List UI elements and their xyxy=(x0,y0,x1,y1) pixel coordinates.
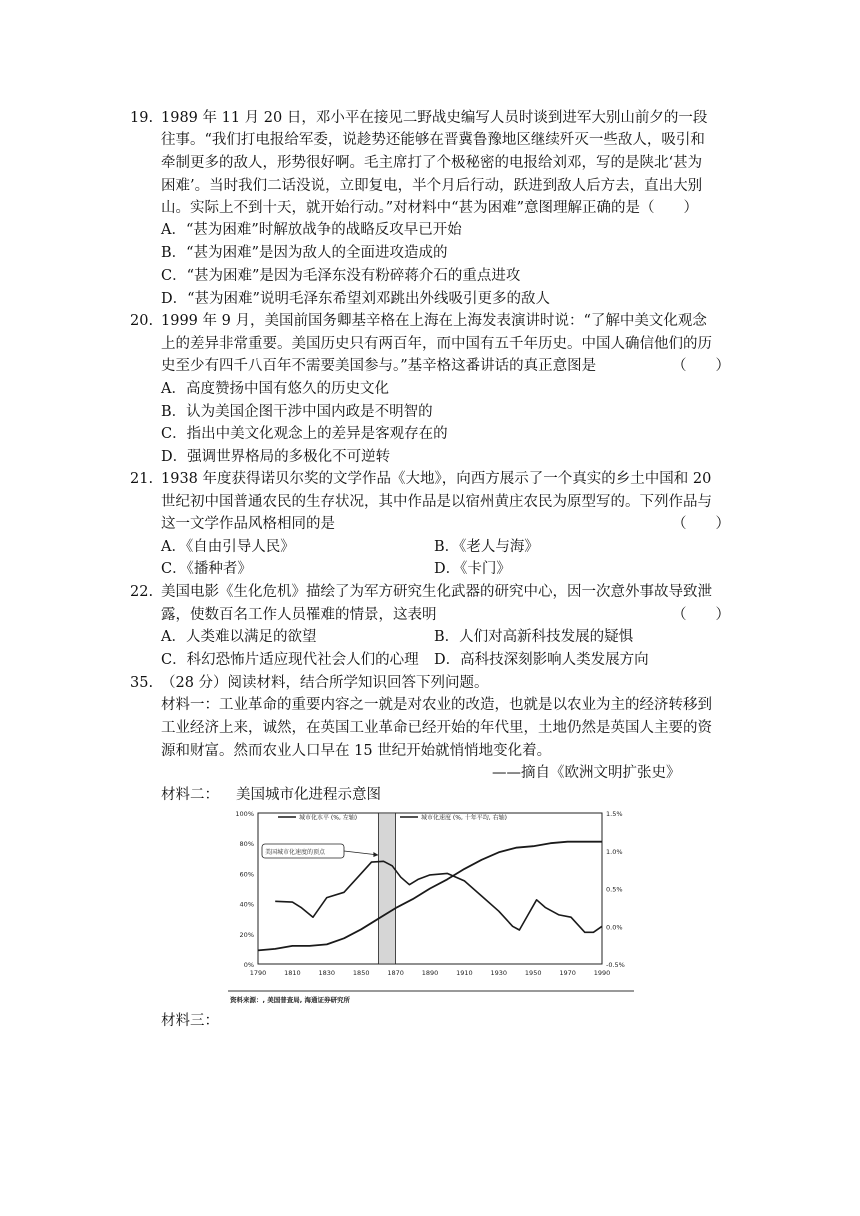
urbanization-speed-line xyxy=(275,861,602,932)
urbanization-chart xyxy=(228,808,634,1006)
x-tick-label: 1890 xyxy=(421,969,439,977)
x-tick-label: 1970 xyxy=(559,969,576,977)
q35-material1-line-1: 材料一：工业革命的重要内容之一就是对农业的改造，也就是以农业为主的经济转移到 xyxy=(161,697,712,713)
right-tick-label: 0.0% xyxy=(606,923,623,932)
q35-material3-label: 材料三： xyxy=(161,1013,219,1029)
q21-line-1: 1938 年度获得诺贝尔奖的文学作品《大地》，向西方展示了一个真实的乡土中国和 20 xyxy=(161,471,712,487)
q21-option-d: D．《卡门》 xyxy=(434,561,511,577)
chart-source-note: 资料来源：, 美国普查局, 海通证券研究所 xyxy=(230,996,350,1004)
right-tick-label: -0.5% xyxy=(606,961,625,969)
q20-line-1: 1999 年 9 月，美国前国务卿基辛格在上海在上海发表演讲时说：“了解中美文化观念 xyxy=(161,313,707,329)
q35-material1-source: ——摘自《欧洲文明扩张史》 xyxy=(492,765,681,781)
q19-option-c: C．“甚为困难”是因为毛泽东没有粉碎蒋介石的重点进攻 xyxy=(161,268,521,284)
q22-line-1: 美国电影《生化危机》描绘了为军方研究生化武器的研究中心，因一次意外事故导致泄 xyxy=(161,584,712,600)
q21-option-a: A．《自由引导人民》 xyxy=(161,539,295,555)
q22-option-c: C．科幻恐怖片适应现代社会人们的心理 xyxy=(161,652,419,668)
q21-option-b: B．《老人与海》 xyxy=(434,539,539,555)
q35-material1-line-3: 源和财富。然而农业人口早在 15 世纪开始就悄悄地变化着。 xyxy=(161,743,552,759)
x-tick-label: 1990 xyxy=(593,969,611,977)
left-tick-label: 20% xyxy=(239,930,254,939)
q19-line-1: 1989 年 11 月 20 日，邓小平在接见二野战史编写人员时谈到进军大别山前夕的一段 xyxy=(161,110,708,126)
q20-line-3: 史至少有四千八百年不需要美国参与。”基辛格这番讲话的真正意图是 xyxy=(161,358,597,374)
annotation-label: 美国城市化速度的顶点 xyxy=(265,849,326,856)
q35-number: 35. xyxy=(130,675,154,691)
x-tick-label: 1870 xyxy=(387,969,404,977)
q22-line-2: 露，使数百名工作人员罹难的情景，这表明 xyxy=(161,607,437,623)
q19-line-4: 困难’。当时我们二话没说，立即复电，半个月后行动，跃进到敌人后方去，直出大别 xyxy=(161,178,703,194)
q22-option-b: B．人们对高新科技发展的疑惧 xyxy=(434,629,634,645)
q35-material1-line-2: 工业经济上来，诚然，在英国工业革命已经开始的年代里，土地仍然是英国人主要的资 xyxy=(161,720,712,736)
left-tick-label: 80% xyxy=(239,840,254,849)
right-tick-label: 1.0% xyxy=(606,847,623,856)
q35-material2-title: 美国城市化进程示意图 xyxy=(236,787,381,803)
x-tick-label: 1950 xyxy=(524,969,542,977)
legend-label-speed: 城市化速度 (%, 十年平均, 右轴) xyxy=(421,814,507,822)
q21-option-c: C．《播种者》 xyxy=(161,561,252,577)
x-tick-label: 1930 xyxy=(490,969,508,977)
q20-line-2: 上的差异非常重要。美国历史只有两百年，而中国有五千年历史。中国人确信他们的历 xyxy=(161,336,712,352)
q19-line-5: 山。实际上不到十天，就开始行动。”对材料中“甚为困难”意图理解正确的是（ ） xyxy=(161,200,698,216)
x-tick-label: 1810 xyxy=(284,969,301,977)
q19-line-2: 往事。“我们打电报给军委，说趁势还能够在晋冀鲁豫地区继续歼灭一些敌人，吸引和 xyxy=(161,132,705,148)
q19-option-d: D．“甚为困难”说明毛泽东希望刘邓跳出外线吸引更多的敌人 xyxy=(161,291,550,307)
left-tick-label: 40% xyxy=(239,900,254,909)
q21-answer-paren: （ ） xyxy=(672,516,730,532)
left-tick-label: 60% xyxy=(239,870,254,879)
q35-intro: （28 分）阅读材料，结合所学知识回答下列问题。 xyxy=(161,675,489,691)
q20-option-b: B．认为美国企图干涉中国内政是不明智的 xyxy=(161,404,433,420)
legend-label-level: 城市化水平 (%, 左轴) xyxy=(299,814,358,822)
q21-line-2: 世纪初中国普通农民的生存状况，其中作品是以宿州黄庄农民为原型写的。下列作品与 xyxy=(161,494,712,510)
q20-option-a: A．高度赞扬中国有悠久的历史文化 xyxy=(161,381,389,397)
q21-line-3: 这一文学作品风格相同的是 xyxy=(161,516,335,532)
x-tick-label: 1830 xyxy=(318,969,336,977)
q21-number: 21. xyxy=(130,471,154,487)
q22-option-a: A．人类难以满足的欲望 xyxy=(161,629,317,645)
q20-option-d: D．强调世界格局的多极化不可逆转 xyxy=(161,449,391,465)
left-tick-label: 100% xyxy=(235,810,254,818)
right-tick-label: 0.5% xyxy=(606,885,623,894)
annotation-arrowhead xyxy=(373,852,378,857)
right-tick-label: 1.5% xyxy=(606,810,623,818)
annotation-arrow xyxy=(344,851,378,855)
x-tick-label: 1850 xyxy=(352,969,370,977)
urbanization-chart-svg xyxy=(228,808,634,1006)
q19-option-b: B．“甚为困难”是因为敌人的全面进攻造成的 xyxy=(161,245,448,261)
q22-option-d: D．高科技深刻影响人类发展方向 xyxy=(434,652,649,668)
q19-option-a: A．“甚为困难”时解放战争的战略反攻早已开始 xyxy=(161,222,462,238)
q20-option-c: C．指出中美文化观念上的差异是客观存在的 xyxy=(161,426,448,442)
x-tick-label: 1790 xyxy=(249,969,267,977)
x-tick-label: 1910 xyxy=(456,969,473,977)
q22-answer-paren: （ ） xyxy=(672,607,730,623)
q22-number: 22. xyxy=(130,584,154,600)
q20-answer-paren: （ ） xyxy=(672,358,730,374)
q19-line-3: 牵制更多的敌人，形势很好啊。毛主席打了个极秘密的电报给刘邓，写的是陕北‘甚为 xyxy=(161,155,703,171)
q35-material2-label: 材料二： xyxy=(161,787,219,803)
q20-number: 20. xyxy=(130,313,154,329)
left-tick-label: 0% xyxy=(243,961,254,969)
highlight-band xyxy=(378,813,395,964)
q19-number: 19. xyxy=(130,110,154,126)
